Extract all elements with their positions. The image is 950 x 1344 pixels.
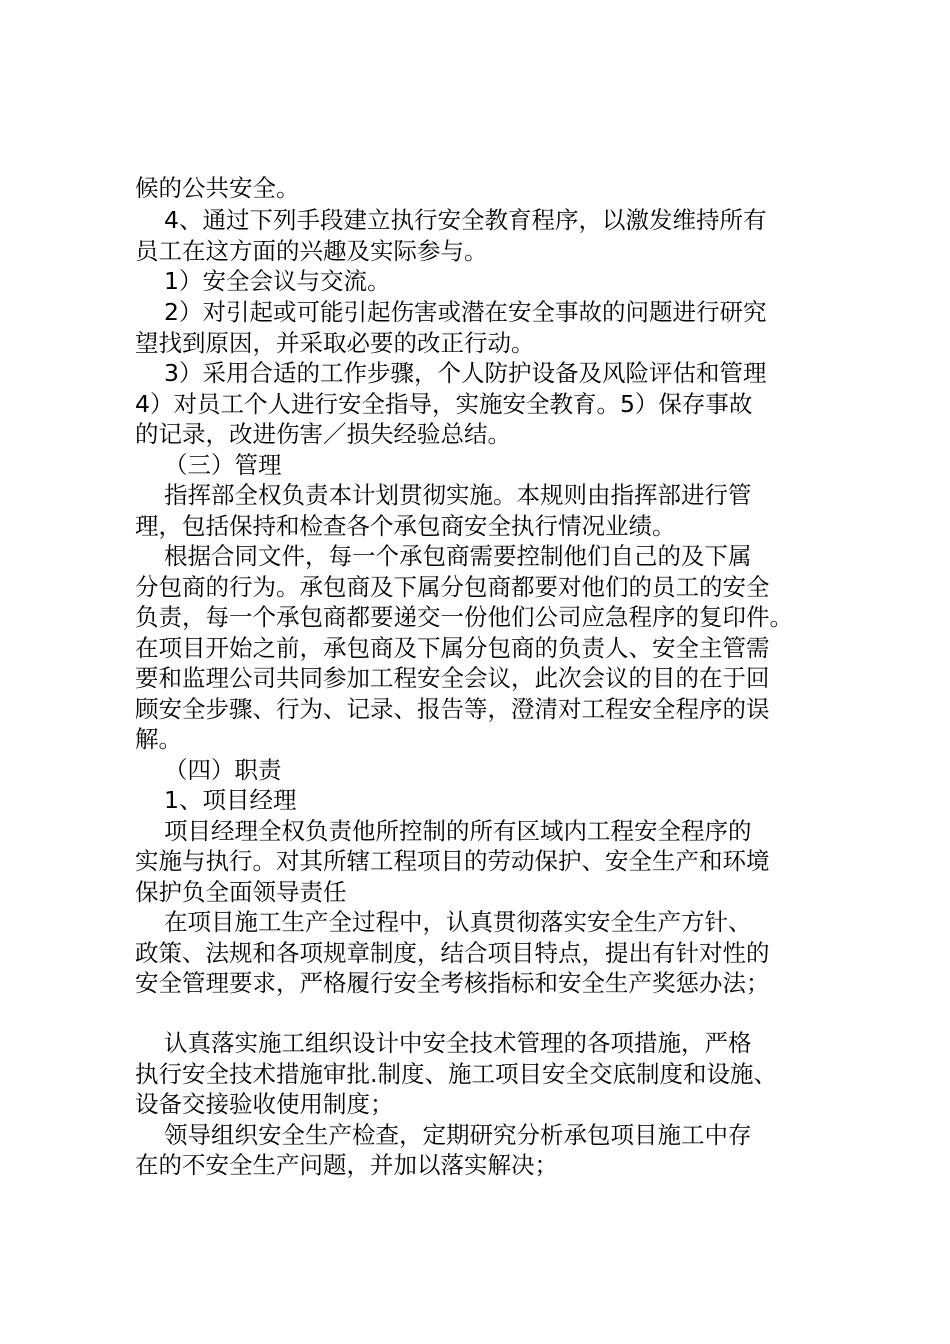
text-line: 的记录，改进伤害／损失经验总结。	[135, 420, 511, 448]
text-line: 3）采用合适的工作步骤，个人防护设备及风险评估和管理	[164, 359, 767, 387]
text-line: 政策、法规和各项规章制度，结合项目特点，提出有针对性的	[135, 939, 770, 967]
text-line: 在项目开始之前，承包商及下属分包商的负责人、安全主管需	[135, 634, 770, 662]
text-line: 安全管理要求，严格履行安全考核指标和安全生产奖惩办法；	[135, 969, 770, 997]
text-line: 在项目施工生产全过程中，认真贯彻落实安全生产方针、	[164, 908, 752, 936]
text-line: 根据合同文件，每一个承包商需要控制他们自己的及下属	[164, 542, 752, 570]
text-line: 解。	[135, 725, 182, 753]
text-line: 在的不安全生产问题，并加以落实解决；	[135, 1151, 558, 1179]
subsection-heading: 1、项目经理	[164, 786, 297, 814]
text-line: 1）安全会议与交流。	[164, 267, 391, 295]
section-heading: （四）职责	[164, 756, 282, 784]
text-line: 候的公共安全。	[135, 174, 300, 202]
text-line: 望找到原因，并采取必要的改正行动。	[135, 329, 535, 357]
text-line: 4）对员工个人进行安全指导，实施安全教育。5）保存事故	[135, 390, 753, 418]
text-line: 2）对引起或可能引起伤害或潜在安全事故的问题进行研究	[164, 298, 767, 326]
text-line: 4、通过下列手段建立执行安全教育程序，以激发维持所有	[164, 206, 767, 234]
text-line: 负责，每一个承包商都要递交一份他们公司应急程序的复印件。	[135, 603, 793, 631]
text-line: 员工在这方面的兴趣及实际参与。	[135, 237, 488, 265]
text-line: 项目经理全权负责他所控制的所有区域内工程安全程序的	[164, 817, 752, 845]
text-line: 分包商的行为。承包商及下属分包商都要对他们的员工的安全	[135, 573, 770, 601]
text-line: 理，包括保持和检查各个承包商安全执行情况业绩。	[135, 512, 676, 540]
text-line: 顾安全步骤、行为、记录、报告等，澄清对工程安全程序的误	[135, 695, 770, 723]
text-line: 认真落实施工组织设计中安全技术管理的各项措施，严格	[164, 1029, 752, 1057]
text-line: 保护负全面领导责任	[135, 878, 347, 906]
section-heading: （三）管理	[164, 451, 282, 479]
text-line: 设备交接验收使用制度；	[135, 1090, 394, 1118]
text-line: 实施与执行。对其所辖工程项目的劳动保护、安全生产和环境	[135, 847, 770, 875]
text-line: 执行安全技术措施审批.制度、施工项目安全交底制度和设施、	[135, 1060, 777, 1088]
text-line: 领导组织安全生产检查，定期研究分析承包项目施工中存	[164, 1121, 752, 1149]
text-line: 指挥部全权负责本计划贯彻实施。本规则由指挥部进行管	[164, 481, 752, 509]
text-line: 要和监理公司共同参加工程安全会议，此次会议的目的在于回	[135, 664, 770, 692]
